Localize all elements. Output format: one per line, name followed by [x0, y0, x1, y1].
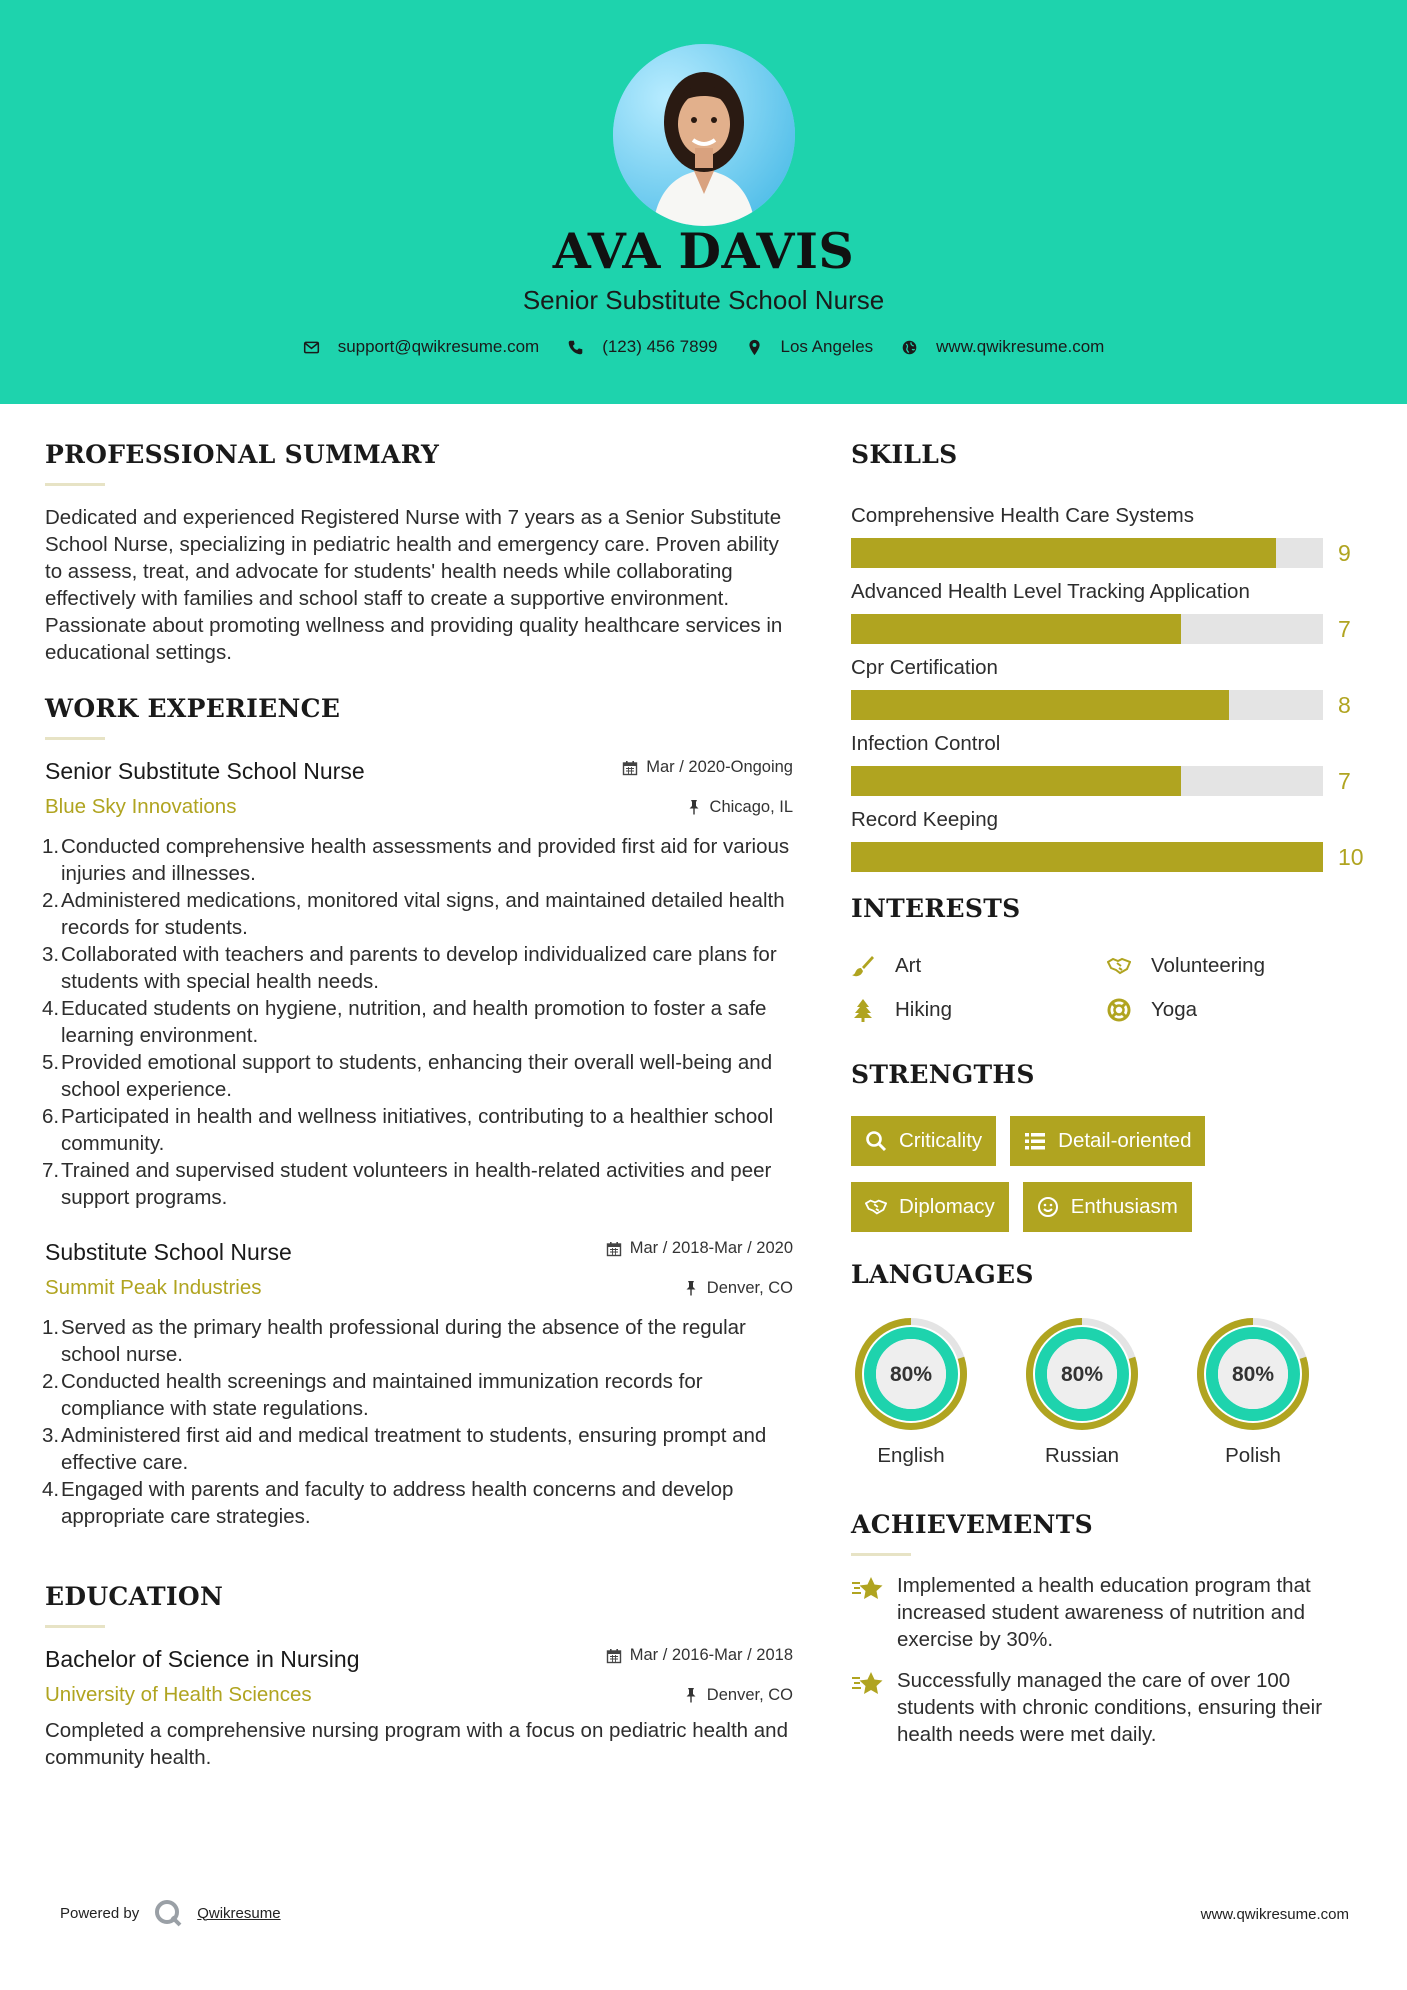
- section-divider: [851, 937, 911, 940]
- interests-grid: [851, 954, 1371, 1022]
- job-date: [622, 758, 793, 777]
- calendar-icon: [622, 760, 638, 776]
- language-gauge: [851, 1314, 971, 1434]
- strength-tag: Detail-oriented: [1010, 1116, 1205, 1166]
- contact-phone[interactable]: [567, 337, 717, 357]
- skill-value: 8: [1338, 691, 1351, 718]
- list-item: 4. Educated students on hygiene, nutrition, and health promotion to foster a safe learning environment.: [42, 997, 767, 1047]
- handshake-icon: [865, 1196, 887, 1218]
- list-item: 3. Collaborated with teachers and parents to develop individualized care plans for students with special health needs.: [42, 943, 777, 993]
- language-gauge: [1022, 1314, 1142, 1434]
- list-item: 1. Served as the primary health professional during the absence of the regular school nurse.: [42, 1316, 746, 1366]
- smile-icon: [1037, 1196, 1059, 1218]
- education-heading: EDUCATION: [45, 1582, 224, 1611]
- achievements-section: [851, 1510, 1371, 1748]
- education-location: [683, 1686, 793, 1705]
- lifebuoy-icon: [1107, 998, 1131, 1022]
- map-pin-icon: [746, 339, 763, 356]
- interests-heading: INTERESTS: [851, 894, 1021, 923]
- profile-photo: [613, 44, 795, 226]
- skill-bar: [851, 842, 1323, 872]
- list-item: 3. Administered first aid and medical treatment to students, ensuring prompt and effective care.: [42, 1424, 767, 1474]
- education-text: Completed a comprehensive nursing program with a focus on pediatric health and community health.: [45, 1719, 788, 1769]
- skill-bar: [851, 538, 1323, 568]
- language-item: [851, 1314, 971, 1468]
- skill-bar-fill: [851, 842, 1323, 872]
- interest-item: Yoga: [1107, 998, 1347, 1022]
- language-name: English: [877, 1444, 945, 1467]
- languages-section: [851, 1260, 1371, 1468]
- list-item: 4. Engaged with parents and faculty to address health concerns and develop appropriate care strategies.: [42, 1478, 734, 1528]
- left-column: [42, 440, 793, 1771]
- school-name: University of Health Sciences: [45, 1683, 312, 1706]
- resume-header: [0, 0, 1407, 404]
- list-item: 6. Participated in health and wellness initiatives, contributing to a healthier school community.: [42, 1105, 774, 1155]
- achievement-item: Implemented a health education program that increased student awareness of nutrition and exercise by 30%.: [851, 1572, 1371, 1653]
- job-location-text: Denver, CO: [706, 1278, 793, 1297]
- language-item: [1022, 1314, 1142, 1468]
- job-location: [686, 798, 793, 817]
- list-item: 2. Conducted health screenings and maintained immunization records for compliance with state regulations.: [42, 1370, 703, 1420]
- language-item: [1193, 1314, 1313, 1468]
- job-entry: [42, 1239, 793, 1530]
- language-name: Russian: [1044, 1444, 1120, 1467]
- skill-bar-fill: [851, 538, 1276, 568]
- skill-value: 10: [1338, 843, 1364, 870]
- right-column: [851, 440, 1371, 1762]
- language-percent: 80%: [889, 1363, 933, 1386]
- job-location-text: Chicago, IL: [709, 797, 793, 816]
- footer-branding: [60, 1898, 281, 1928]
- education-date-text: Mar / 2016-Mar / 2018: [629, 1646, 793, 1664]
- section-divider: [851, 483, 911, 486]
- pushpin-icon: [683, 1280, 699, 1296]
- contact-location: [746, 337, 874, 357]
- strength-tags: [851, 1116, 1371, 1248]
- job-date-text: Mar / 2018-Mar / 2020: [629, 1239, 793, 1257]
- section-divider: [851, 1303, 911, 1306]
- section-divider: [851, 1103, 911, 1106]
- strength-tag: Criticality: [851, 1116, 996, 1166]
- interest-item: Volunteering: [1107, 954, 1347, 978]
- email-text: support@qwikresume.com: [337, 337, 540, 356]
- strengths-heading: STRENGTHS: [851, 1060, 1035, 1089]
- job-date: [606, 1239, 793, 1258]
- skill-name: Record Keeping: [851, 808, 999, 831]
- calendar-icon: [606, 1648, 622, 1664]
- skill-bar-fill: [851, 690, 1229, 720]
- skill-name: Infection Control: [851, 732, 1001, 755]
- skills-section: [851, 440, 1371, 872]
- education-date: [606, 1646, 793, 1665]
- achievements-heading: ACHIEVEMENTS: [851, 1510, 1093, 1539]
- skill-value: 9: [1338, 539, 1351, 566]
- phone-icon: [567, 339, 584, 356]
- job-title: Substitute School Nurse: [45, 1239, 292, 1265]
- section-divider: [45, 483, 105, 486]
- brand-link[interactable]: Qwikresume: [197, 1904, 281, 1922]
- interests-section: [851, 894, 1371, 1022]
- tree-icon: [851, 998, 875, 1022]
- skills-list: [851, 504, 1371, 872]
- interest-item: Hiking: [851, 998, 1107, 1022]
- language-percent: 80%: [1231, 1363, 1275, 1386]
- language-gauge: [1193, 1314, 1313, 1434]
- achievement-item: Successfully managed the care of over 100 students with chronic conditions, ensuring their health needs were met daily.: [851, 1667, 1371, 1748]
- section-divider: [45, 737, 105, 740]
- skill-bar-fill: [851, 766, 1181, 796]
- paintbrush-icon: [851, 954, 875, 978]
- job-location: [683, 1279, 793, 1298]
- section-divider: [45, 1625, 105, 1628]
- experience-section: [42, 694, 793, 1530]
- list-item: 7. Trained and supervised student volunteers in health-related activities and peer support programs.: [42, 1159, 772, 1209]
- skill-item: [851, 732, 1371, 796]
- skill-bar: [851, 690, 1323, 720]
- education-section: [45, 1582, 793, 1771]
- list-item: 5. Provided emotional support to students, enhancing their overall well-being and school experience.: [42, 1051, 773, 1101]
- candidate-role: Senior Substitute School Nurse: [522, 285, 885, 315]
- skill-item: [851, 656, 1371, 720]
- summary-heading: PROFESSIONAL SUMMARY: [45, 440, 440, 469]
- pushpin-icon: [683, 1687, 699, 1703]
- contact-website[interactable]: [901, 337, 1104, 357]
- strength-tag: Diplomacy: [851, 1182, 1009, 1232]
- experience-heading: WORK EXPERIENCE: [45, 694, 341, 723]
- company-name: Blue Sky Innovations: [45, 795, 237, 818]
- summary-text: Dedicated and experienced Registered Nurse with 7 years as a Senior Substitute School Nurse, specializing in pediatric health and emergency care. Proven ability to assess, treat, and advocate for students' health needs while collaborating effectively with families and school staff to create a supportive environment. Passionate about promoting wellness and providing quality healthcare services in educational settings.: [45, 506, 783, 664]
- skill-item: [851, 808, 1371, 872]
- shooting-star-icon: [851, 1574, 885, 1604]
- contact-bar: [0, 337, 1407, 357]
- skill-item: [851, 580, 1371, 644]
- skill-bar-fill: [851, 614, 1181, 644]
- language-percent: 80%: [1060, 1363, 1104, 1386]
- candidate-name: AVA DAVIS: [552, 222, 855, 280]
- phone-text: (123) 456 7899: [602, 337, 718, 356]
- job-bullets: [42, 1314, 793, 1530]
- section-divider: [851, 1553, 911, 1556]
- job-entry: [42, 758, 793, 1211]
- globe-icon: [901, 339, 918, 356]
- handshake-icon: [1107, 954, 1131, 978]
- interest-item: Art: [851, 954, 1107, 978]
- skill-name: Comprehensive Health Care Systems: [851, 504, 1194, 527]
- education-entry: [45, 1646, 793, 1771]
- languages-heading: LANGUAGES: [851, 1260, 1034, 1289]
- degree-title: Bachelor of Science in Nursing: [45, 1646, 360, 1672]
- footer-website[interactable]: www.qwikresume.com: [1200, 1906, 1349, 1923]
- skill-bar: [851, 614, 1323, 644]
- pushpin-icon: [686, 799, 702, 815]
- company-name: Summit Peak Industries: [45, 1276, 262, 1299]
- job-title: Senior Substitute School Nurse: [45, 758, 365, 784]
- language-list: [851, 1314, 1371, 1468]
- skill-item: [851, 504, 1371, 568]
- contact-email[interactable]: [303, 337, 540, 357]
- list-item: 2. Administered medications, monitored vital signs, and maintained detailed health records for students.: [42, 889, 785, 939]
- search-icon: [865, 1130, 887, 1152]
- envelope-icon: [303, 339, 320, 356]
- strengths-section: [851, 1060, 1371, 1248]
- calendar-icon: [606, 1241, 622, 1257]
- skill-name: Cpr Certification: [851, 656, 998, 679]
- education-location-text: Denver, CO: [706, 1685, 793, 1704]
- summary-section: [45, 440, 793, 666]
- powered-by-label: Powered by: [60, 1904, 140, 1922]
- website-text: www.qwikresume.com: [936, 337, 1105, 356]
- job-bullets: [42, 833, 793, 1211]
- skill-value: 7: [1338, 615, 1351, 642]
- location-text: Los Angeles: [780, 337, 874, 356]
- skill-value: 7: [1338, 767, 1351, 794]
- list-icon: [1024, 1130, 1046, 1152]
- job-date-text: Mar / 2020-Ongoing: [646, 758, 793, 776]
- language-name: Polish: [1225, 1444, 1281, 1467]
- shooting-star-icon: [851, 1669, 885, 1699]
- list-item: 1. Conducted comprehensive health assessments and provided first aid for various injuries and illnesses.: [42, 835, 790, 885]
- strength-tag: Enthusiasm: [1023, 1182, 1192, 1232]
- skill-bar: [851, 766, 1323, 796]
- skills-heading: SKILLS: [851, 440, 958, 469]
- skill-name: Advanced Health Level Tracking Application: [851, 580, 1250, 603]
- qwikresume-logo-icon: [153, 1898, 183, 1928]
